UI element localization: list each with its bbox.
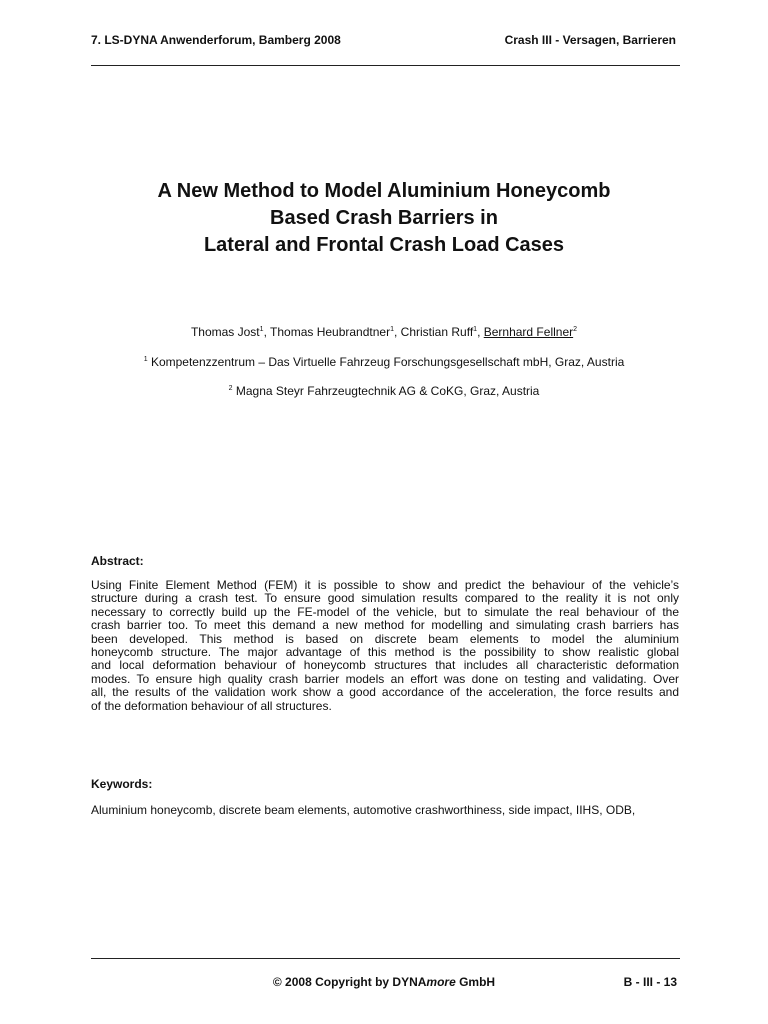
affiliation-mark: 2 [228,385,233,392]
abstract-line: of the deformation behaviour of all structures. [91,698,332,713]
abstract-line: necessary to correctly build up the FE-model of the vehicle, but to simulate the real behaviour of the [91,604,679,619]
title-line: Based Crash Barriers in [270,207,498,229]
author-separator: , [477,325,484,339]
page-number: B - III - 13 [623,975,677,989]
running-header-left: 7. LS-DYNA Anwenderforum, Bamberg 2008 [91,33,341,47]
keywords-body: Aluminium honeycomb, discrete beam elements, automotive crashworthiness, side impact, IIHS, ODB, [91,803,636,817]
copyright-prefix: © 2008 Copyright by DYNA [272,975,427,989]
author-name: Thomas Heubrandtner [270,325,391,339]
author-affiliation-mark: 2 [573,326,578,333]
footer-rule [91,958,680,959]
abstract-body [91,579,679,713]
abstract-line: Using Finite Element Method (FEM) it is possible to show and predict the behaviour of the vehicle’s [91,578,679,592]
affiliation-mark: 1 [143,356,148,363]
paper-title [0,178,768,259]
abstract-line: been developed. This method is based on discrete beam elements to model the aluminium [91,631,679,646]
author-separator: , [263,325,271,339]
author-list [0,325,768,339]
running-header-right: Crash III - Versagen, Barrieren [504,33,676,47]
affiliation-text: Kompetenzzentrum – Das Virtuelle Fahrzeug Forschungsgesellschaft mbH, Graz, Austria [150,355,625,369]
affiliation [0,355,768,369]
copyright-suffix: GmbH [455,975,496,989]
title-line: Lateral and Frontal Crash Load Cases [203,234,565,256]
abstract-line: and local deformation behaviour of honeycomb structures that includes all characteristic deformation [91,658,679,673]
abstract-line: structure during a crash test. To ensure good simulation results compared to the reality it is not only [91,591,679,606]
author-separator: , [394,325,401,339]
keywords-heading: Keywords: [91,777,153,791]
author-affiliation-mark: 1 [390,326,394,333]
author-affiliation-mark: 1 [259,326,264,333]
title-line: A New Method to Model Aluminium Honeycomb [157,180,611,202]
affiliation-text: Magna Steyr Fahrzeugtechnik AG & CoKG, Graz, Austria [235,384,540,398]
affiliation [0,384,768,398]
author-name: Christian Ruff [400,325,474,339]
abstract-line: modes. To ensure high quality crash barrier models an effort was done on testing and validating. Over [91,671,679,686]
abstract-line: crash barrier too. To meet this demand a new method for modelling and simulating crash barriers has [91,618,679,633]
abstract-line: all, the results of the validation work show a good accordance of the acceleration, the force results and [91,685,679,700]
author-affiliation-mark: 1 [473,326,478,333]
header-rule [91,65,680,66]
author-name: Thomas Jost [190,325,260,339]
copyright-italic: more [426,975,456,989]
corresponding-author-name: Bernhard Fellner [483,325,574,339]
abstract-heading: Abstract: [91,554,144,568]
abstract-line: honeycomb structure. The major advantage of this method is the possibility to show realistic global [91,645,679,660]
